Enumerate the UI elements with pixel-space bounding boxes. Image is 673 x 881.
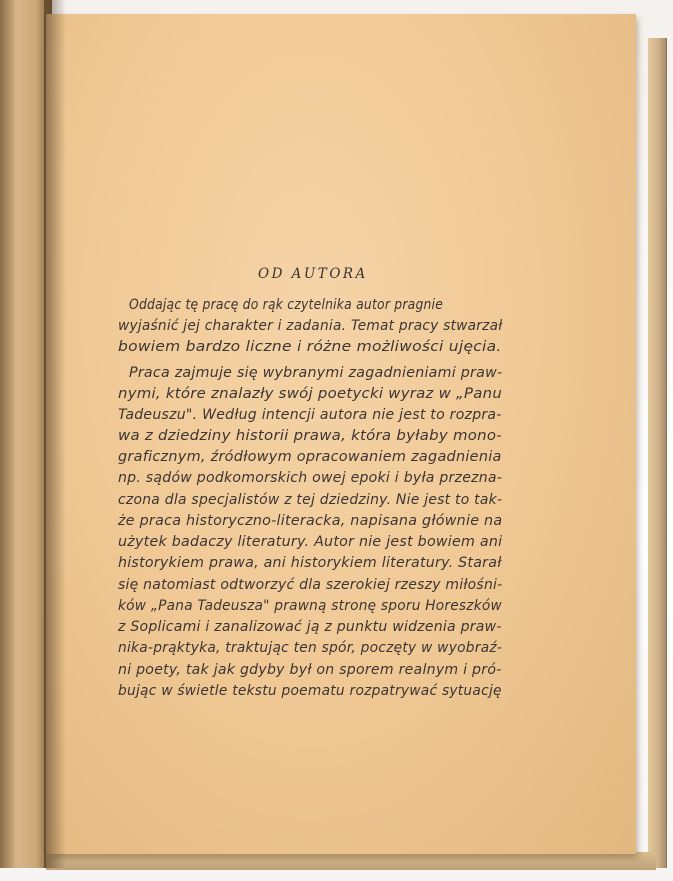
page-stack-bottom: [46, 852, 656, 870]
text-line: ków „Pana Tadeusza" prawną stronę sporu Horeszków: [118, 598, 502, 614]
facing-page-edge: [0, 0, 14, 868]
text-line: że praca historyczno-literacka, napisana głównie na: [118, 513, 503, 529]
text-line: Tadeuszu". Według intencji autora nie jest to rozpra-: [118, 407, 502, 423]
text-line: graficznym, źródłowym opracowaniem zagadnienia: [118, 449, 502, 465]
text-line: Oddając tę pracę do rąk czytelnika autor pragnie: [129, 297, 444, 313]
text-line: wa z dziedziny historii prawa, która byłaby mono-: [118, 428, 502, 444]
text-line: ni poety, tak jak gdyby był on sporem realnym i pró-: [118, 662, 502, 678]
text-line: czona dla specjalistów z tej dziedziny. Nie jest to tak-: [118, 492, 503, 508]
chapter-heading: OD AUTORA: [258, 266, 368, 282]
text-line: bowiem bardzo liczne i różne możliwości ujęcia.: [118, 339, 502, 355]
text-line: np. sądów podkomorskich owej epoki i była przezna-: [118, 470, 503, 486]
text-line: historykiem prawa, ani historykiem literatury. Starał: [118, 555, 502, 571]
text-line: z Soplicami i zanalizować ją z punktu widzenia praw-: [118, 619, 502, 635]
text-line: nika-prąktyka, traktując ten spór, poczęty w wyobraź-: [118, 640, 503, 656]
spine-shadow: [44, 0, 66, 868]
text-line: bując w świetle tekstu poematu rozpatrywać sytuację: [118, 683, 502, 699]
text-line: nymi, które znalazły swój poetycki wyraz w „Panu: [118, 386, 503, 402]
page-stack-edge: [648, 38, 667, 868]
text-line: Praca zajmuje się wybranymi zagadnieniami praw-: [129, 365, 503, 381]
text-line: się natomiast odtworzyć dla szerokiej rzeszy miłośni-: [118, 577, 503, 593]
text-line: wyjaśnić jej charakter i zadania. Temat pracy stwarzał: [118, 318, 503, 334]
text-line: użytek badaczy literatury. Autor nie jest bowiem ani: [118, 534, 503, 550]
